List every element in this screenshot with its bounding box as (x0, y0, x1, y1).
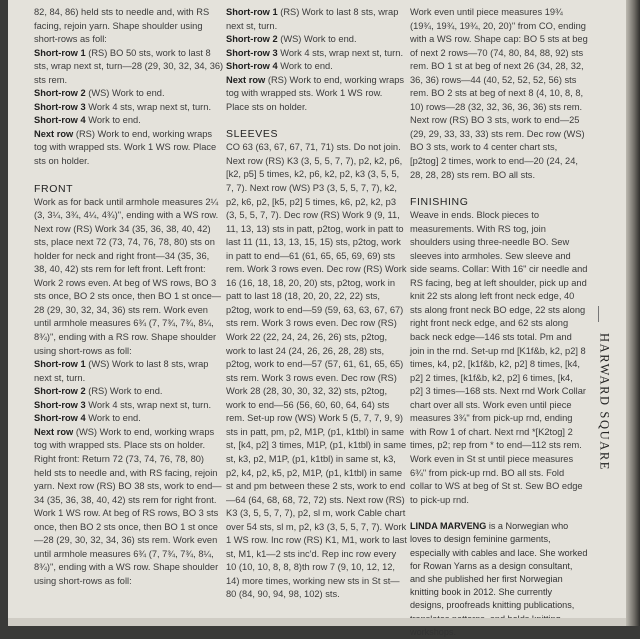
section-heading-finishing: FINISHING (410, 196, 469, 209)
short-row-4: Short-row 4 Work to end. (34, 115, 141, 126)
sidebar-tab-label: HARWARD SQUARE (597, 332, 612, 472)
short-row-2: Short-row 2 (WS) Work to end. (34, 88, 165, 99)
short-row-3: Short-row 3 Work 4 sts, wrap next st, turn. (226, 47, 404, 58)
paragraph: Weave in ends. Block pieces to measurements. With RS tog, join shoulders using three-needle BO. Sew sleeves into armholes. Sew sleeve and side seams. Collar: With 16" cir needle and RS facing, beg at left shoulder, pick up and knit 22 sts along left front neck edge, 40 sts along front neck BO edge, 22 sts along right front neck edge, and 62 sts along back neck edge—146 sts total. Pm and join in the rnd. Set-up rnd [K1f&b, k2, p2] 8 times, k4, p2, [k1f&b, k2, p2] 8 times, [k4, p2] 2 times, [k1f&b, k2, p2] 6 times, [k4, p2] 3 times—168 sts. Next rnd Work Collar chart over all sts. Work even until piece measures 3¾" from pick-up rnd, ending with Row 1 of chart. Next rnd *[K2tog] 2 times, p2; rep from * to end—112 sts rem. Work even in St st until piece measures 6¾" from pick-up rnd. BO all sts. Fold collar to WS at beg of St st. Sew BO edge to pick-up rnd. (410, 210, 588, 505)
short-row-4: Short-row 4 Work to end. (226, 61, 333, 72)
short-row-list (34, 358, 224, 588)
next-row: Next row (RS) Work to end, working wraps tog with wrapped sts. Work 1 WS row. Place sts on holder. (34, 128, 217, 167)
paragraph: CO 63 (63, 67, 67, 71, 71) sts. Do not join. Next row (RS) K3 (3, 5, 5, 7, 7), p2, k2, p6, [k2, p5] 5 times, k2, p6, k2, p2, k3 (3, 5, 5, 7, 7). Next row (WS) P3 (3, 5, 5, 7, 7), k2, p2, k6, p2, [k5, p2] 5 times, k6, p2, k2, p3 (3, 5, 5, 7, 7). Dec row (RS) Work 9 (9, 11, 11, 13, 13) sts in patt, p2tog, work in patt to last 11 (11, 13, 13, 15, 15) sts, p2tog, work in patt to end—61 (61, 65, 65, 69, 69) sts rem. Work 3 rows even. Dec row (RS) Work 16 (16, 18, 18, 20, 20) sts, p2tog, work in patt to last 18 (18, 20, 20, 22, 22) sts, p2tog, work to end—59 (59, 63, 63, 67, 67) sts rem. Work 3 rows even. Dec row (RS) Work 22 (22, 24, 24, 26, 26) sts, p2tog, work to last 24 (24, 26, 26, 28, 28) sts, p2tog, work to end—57 (57, 61, 61, 65, 65) sts rem. Work 3 rows even. Dec row (RS) Work 28 (28, 30, 30, 32, 32) sts, p2tog, work to end—56 (56, 60, 60, 64, 64) sts rem. Set-up row (WS) Work 5 (5, 7, 7, 9, 9) sts in patt, pm, p2, M1P, (p1, k1tbl) in same st, [k4, p2] 3 times, M1P, (p1, k1tbl) in same st, k3, p2, M1P, (p1, k1tbl) in same st, k3, p2, k4, p2, k5, p2, M1P, (p1, k1tbl) in same st and pm between these 2 sts, work to end—64 (64, 68, 68, 72, 72) sts. Next row (RS) K3 (3, 5, 5, 7, 7), p2, sl m, work Cable chart over 54 sts, sl m, p2, k3 (3, 5, 5, 7, 7). Work 1 WS row. Inc row (RS) K1, M1, work to last st, M1, k1—2 sts inc'd. Rep inc row every 10 (10, 10, 8, 8, 8)th row 7 (9, 10, 12, 12, 14) more times, working new sts in St st—80 (84, 90, 94, 98, 102) sts. (226, 142, 407, 600)
short-row-list (226, 6, 408, 114)
next-row: Next row (RS) Work to end, working wraps tog with wrapped sts. Work 1 WS row. Place sts on holder. (226, 74, 405, 112)
text-column-1 (34, 6, 224, 588)
text-column-2 (226, 6, 408, 602)
short-row-1: Short-row 1 (WS) Work to last 8 sts, wrap next st, turn. (34, 359, 209, 383)
book-spine-edge (626, 0, 640, 626)
paragraph: Work even until piece measures 19¾ (19¾, 19¾, 19¾, 20, 20)" from CO, ending with a WS row. Shape cap: BO 5 sts at beg of next 2 rows—70 (74, 80, 84, 88, 92) sts rem. BO 1 st at beg of next 26 (34, 28, 32, 36, 36) rows—44 (40, 52, 52, 52, 56) sts rem. BO 2 sts at beg of next 8 (4, 10, 8, 8, 10) rows—28 (32, 32, 36, 36, 36) sts rem. Next row (RS) BO 3 sts, work to end—25 (29, 29, 33, 33, 33) sts rem. Dec row (WS) BO 3 sts, work to 4 center chart sts, [p2tog] 2 times, work to end—20 (24, 24, 28, 28, 28) sts rem. BO all sts. (410, 7, 588, 180)
short-row-1: Short-row 1 (RS) Work to last 8 sts, wrap next st, turn. (226, 7, 399, 31)
page-bottom-strip (8, 618, 626, 626)
short-row-2: Short-row 2 (WS) Work to end. (226, 34, 357, 45)
section-heading-sleeves: SLEEVES (226, 128, 279, 141)
designer-name: LINDA MARVENG (410, 521, 487, 532)
paragraph: Work as for back until armhole measures 2¼ (3, 3¼, 3¾, 4¼, 4¾)", ending with a WS row. Next row (RS) Work 34 (35, 36, 38, 40, 42) sts, place next 72 (73, 74, 76, 78, 80) sts on holder for neck and right front—34 (35, 36, 38, 40, 42) sts rem for left front. Left front: Work 2 rows even. At beg of WS rows, BO 3 sts once, BO 2 sts once, then BO 1 st once—28 (29, 30, 32, 34, 36) sts rem. Work even until armhole measures 6¾ (7, 7¾, 7¾, 8¼, 8¾)", ending with a RS row. Shape shoulder using short-rows as foll: (34, 196, 222, 356)
short-row-list (34, 47, 224, 169)
short-row-4: Short-row 4 Work to end. (34, 413, 141, 424)
magazine-page (8, 0, 626, 637)
short-row-2: Short-row 2 (RS) Work to end. (34, 386, 163, 397)
designer-bio: LINDA MARVENG is a Norwegian who loves to design feminine garments, especially with cables and lace. She worked for Rowan Yarns as a design consultant, and she published her first Norwegian knitting book in 2012. She currently designs, proofreads knitting publications, workshops. (410, 521, 588, 637)
section-heading-front: FRONT (34, 182, 74, 195)
short-row-1: Short-row 1 (RS) BO 50 sts, work to last 8 sts, wrap next st, turn—28 (29, 30, 32, 34, 36) sts rem. (34, 47, 224, 85)
divider (598, 306, 599, 322)
text-column-3 (410, 6, 588, 639)
short-row-3: Short-row 3 Work 4 sts, wrap next st, turn. (34, 101, 212, 112)
next-row: Next row (WS) Work to end, working wraps tog with wrapped sts. Place sts on holder. Right front: Return 72 (73, 74, 76, 78, 80) held sts to needle and, with RS facing, rejoin yarn. Next row (RS) BO 38 sts, work to end—34 (35, 36, 38, 40, 42) sts rem for right front. Work 1 WS row. At beg of RS rows, BO 3 sts once, then BO 2 sts once, then BO 1 st once—28 (29, 30, 32, 34, 36) sts rem. Work even until armhole measures 6¾ (7, 7¾, 7¾, 8¼, 8¾)", ending with a WS row. Shape shoulder using short-rows as foll: (34, 426, 222, 586)
paragraph: 82, 84, 86) held sts to needle and, with RS facing, rejoin yarn. Shape shoulder using short-rows as foll: (34, 7, 210, 45)
short-row-3: Short-row 3 Work 4 sts, wrap next st, turn. (34, 399, 212, 410)
sidebar-tab (592, 322, 616, 482)
